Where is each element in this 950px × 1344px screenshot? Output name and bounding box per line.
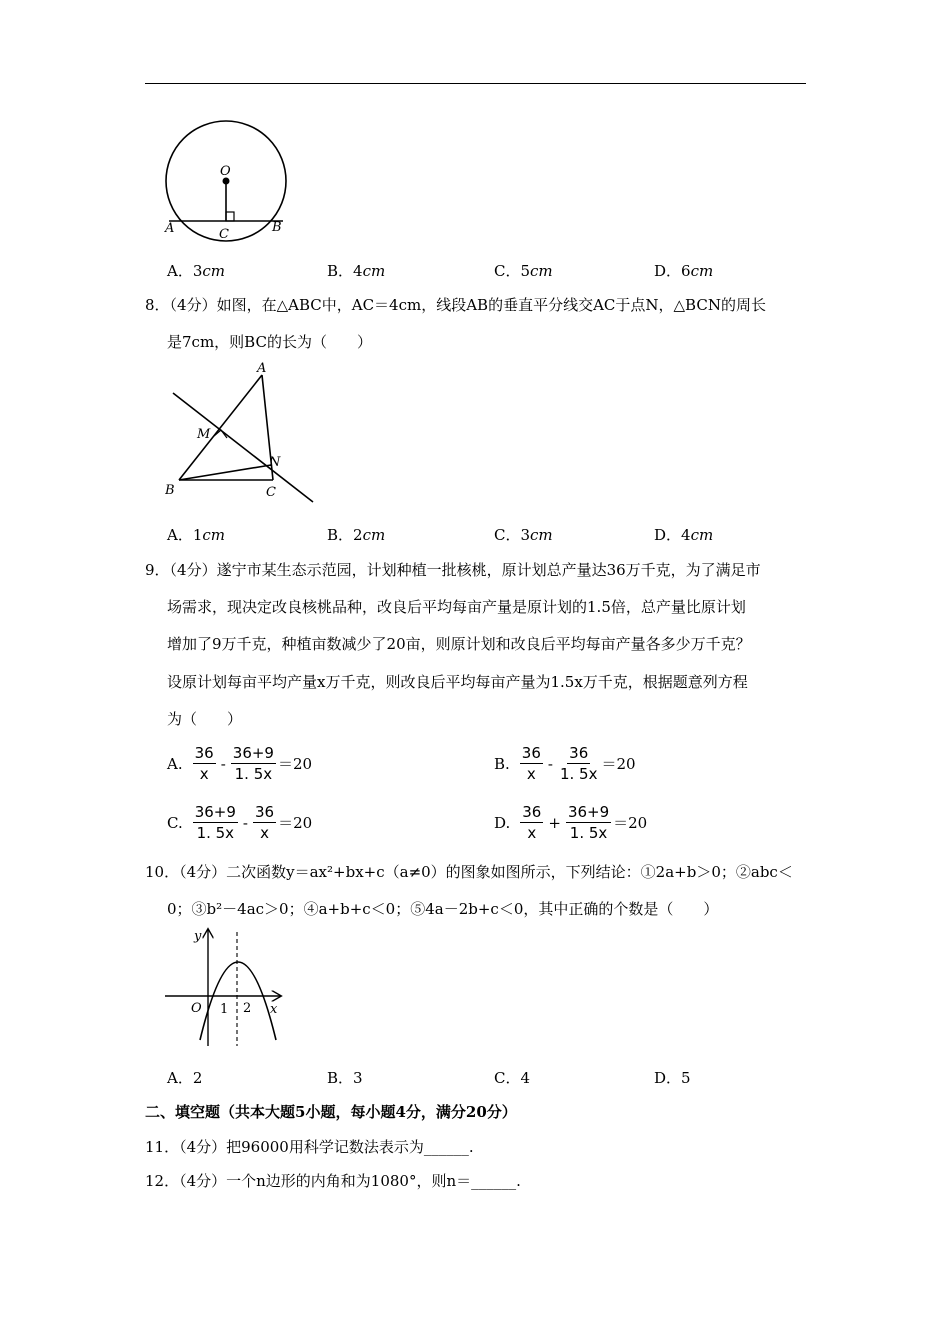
label-two: 2 xyxy=(243,1001,252,1016)
q7-option-a[interactable]: A．3cm xyxy=(167,262,226,280)
q8-option-d[interactable]: D．4cm xyxy=(654,526,714,544)
q9-text-line5: 为（ ） xyxy=(167,710,243,728)
header-rule xyxy=(145,83,806,84)
q9-option-b[interactable]: B. $\frac{36}{x}$ - $\frac{36}{1. 5x}$ ＝20 xyxy=(494,744,636,783)
fraction: $\frac{36+9}{1. 5x}$ xyxy=(232,744,274,783)
label-one: 1 xyxy=(220,1002,229,1017)
fraction: $\frac{36+9}{1. 5x}$ xyxy=(567,803,610,842)
q7-option-c[interactable]: C．5cm xyxy=(494,262,553,280)
q7-option-b[interactable]: B．4cm xyxy=(327,262,386,280)
fraction: $\frac{36}{x}$ xyxy=(521,744,541,783)
label-x: x xyxy=(270,1002,278,1017)
label-y: y xyxy=(194,929,202,944)
q8-option-b[interactable]: B．2cm xyxy=(327,526,386,544)
fraction: $\frac{36}{x}$ xyxy=(194,744,214,783)
right-angle-mark xyxy=(226,212,234,221)
q9-text-line4: 设原计划每亩平均产量x万千克，则改良后平均每亩产量为1.5x万千克，根据题意列方程 xyxy=(167,673,748,691)
segment-bn xyxy=(179,465,271,480)
label-b: B xyxy=(165,483,175,498)
q9-option-c[interactable]: C. $\frac{36+9}{1. 5x}$ - $\frac{36}{x}$ ＝20 xyxy=(167,803,313,842)
q12-text: 12．（4分）一个n边形的内角和为1080°，则n＝______. xyxy=(145,1172,521,1190)
q11-text: 11．（4分）把96000用科学记数法表示为______. xyxy=(145,1138,474,1156)
q10-text-line1: 10．（4分）二次函数y＝ax²+bx+c（a≠0）的图象如图所示，下列结论：①2a+b＞0；②abc＜ xyxy=(145,863,793,881)
q10-option-d[interactable]: D．5 xyxy=(654,1069,691,1087)
q7-option-d[interactable]: D．6cm xyxy=(654,262,714,280)
q8-option-a[interactable]: A．1cm xyxy=(167,526,226,544)
label-c: C xyxy=(219,227,229,242)
q10-option-a[interactable]: A．2 xyxy=(167,1069,203,1087)
q10-parabola-figure xyxy=(160,922,290,1052)
q10-text-line2: 0；③b²－4ac＞0；④a+b+c＜0；⑤4a－2b+c＜0，其中正确的个数是（ ） xyxy=(167,900,719,918)
q8-text-line2: 是7cm，则BC的长为（ ） xyxy=(167,333,372,351)
q9-option-a[interactable]: A. $\frac{36}{x}$ - $\frac{36+9}{1. 5x}$ ＝20 xyxy=(167,744,313,783)
section-2-heading: 二、填空题（共本大题5小题，每小题4分，满分20分） xyxy=(145,1103,517,1121)
fraction: $\frac{36+9}{1. 5x}$ xyxy=(194,803,236,842)
q7-circle-figure xyxy=(155,118,295,248)
q9-text-line2: 场需求，现决定改良核桃品种，改良后平均每亩产量是原计划的1.5倍，总产量比原计划 xyxy=(167,598,746,616)
label-a: A xyxy=(165,221,175,236)
q9-text-line1: 9．（4分）遂宁市某生态示范园，计划种植一批核桃，原计划总产量达36万千克，为了满足市 xyxy=(145,561,761,579)
label-n: N xyxy=(269,455,281,470)
q9-option-d[interactable]: D. $\frac{36}{x}$ + $\frac{36+9}{1. 5x}$ ＝20 xyxy=(494,803,648,842)
fraction: $\frac{36}{x}$ xyxy=(522,803,542,842)
label-o: O xyxy=(191,1001,202,1016)
label-c: C xyxy=(266,485,276,500)
perpendicular-bisector xyxy=(173,393,313,502)
q8-text-line1: 8．（4分）如图，在△ABC中，AC＝4cm，线段AB的垂直平分线交AC于点N，△BCN的周长 xyxy=(145,296,766,314)
fraction: $\frac{36}{x}$ xyxy=(255,803,275,842)
fraction: $\frac{36}{1. 5x}$ xyxy=(559,744,598,783)
q9-text-line3: 增加了9万千克，种植亩数减少了20亩，则原计划和改良后平均每亩产量各多少万千克？ xyxy=(167,635,751,653)
q10-option-b[interactable]: B．3 xyxy=(327,1069,363,1087)
label-b: B xyxy=(272,220,282,235)
q8-triangle-figure xyxy=(165,358,320,503)
label-a: A xyxy=(257,361,267,376)
q8-option-c[interactable]: C．3cm xyxy=(494,526,553,544)
label-m: M xyxy=(197,427,211,442)
label-o: O xyxy=(220,164,231,179)
q10-option-c[interactable]: C．4 xyxy=(494,1069,531,1087)
side-ab xyxy=(179,375,262,480)
parabola-curve xyxy=(200,962,276,1040)
